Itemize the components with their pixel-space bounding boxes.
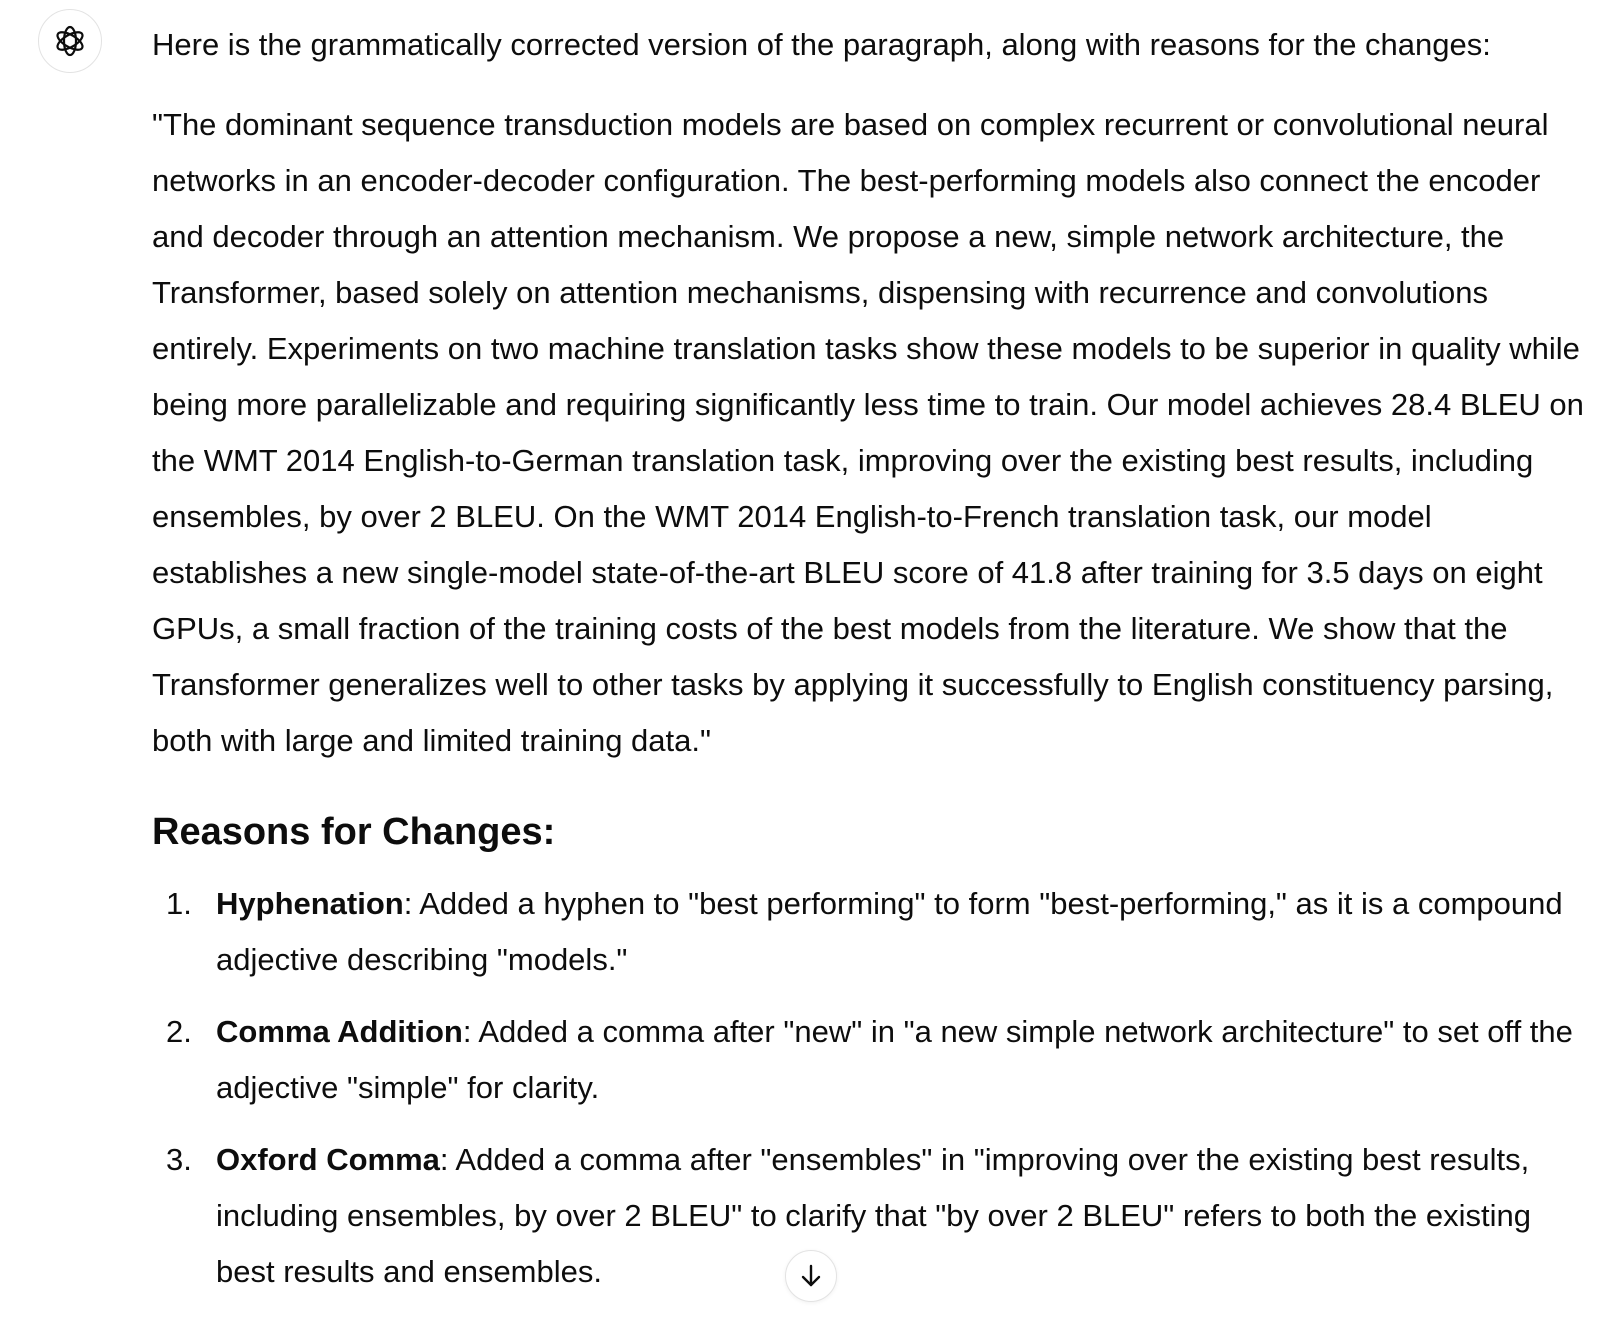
list-item-title: Oxford Comma <box>216 1142 440 1177</box>
scroll-to-bottom-button[interactable] <box>785 1250 837 1302</box>
assistant-avatar <box>38 9 102 73</box>
reasons-list <box>152 876 1592 1300</box>
arrow-down-icon <box>797 1262 825 1290</box>
list-item <box>152 876 1592 988</box>
list-item-text: : Added a hyphen to "best performing" to form "best-performing," as it is a compound adjective describing "models." <box>216 886 1563 977</box>
openai-logo-icon <box>50 21 90 61</box>
list-item-text: : Added a comma after "ensembles" in "improving over the existing best results, including ensembles, by over 2 BLEU" to clarify that "by over 2 BLEU" refers to both the existing best results and ensembles. <box>216 1142 1532 1289</box>
reasons-heading: Reasons for Changes: <box>152 811 556 853</box>
assistant-message <box>152 21 1592 1316</box>
corrected-paragraph: "The dominant sequence transduction models are based on complex recurrent or convolutional neural networks in an encoder-decoder configuration. The best-performing models also connect the encoder and decoder through an attention mechanism. We propose a new, simple network architecture, the Transformer, based solely on attention mechanisms, dispensing with recurrence and convolutions entirely. Experiments on two machine translation tasks show these models to be superior in quality while being more parallelizable and requiring significantly less time to train. Our model achieves 28.4 BLEU on the WMT 2014 English-to-German translation task, improving over the existing best results, including ensembles, by over 2 BLEU. On the WMT 2014 English-to-French translation task, our model establishes a new single-model state-of-the-art BLEU score of 41.8 after training for 3.5 days on eight GPUs, a small fraction of the training costs of the best models from the literature. We show that the Transformer generalizes well to other tasks by applying it successfully to English constituency parsing, both with large and limited training data." <box>152 107 1584 758</box>
list-item-number: 1. <box>166 886 192 921</box>
list-item-text: : Added a comma after "new" in "a new simple network architecture" to set off the adjective "simple" for clarity. <box>216 1014 1573 1105</box>
list-item-title: Hyphenation <box>216 886 404 921</box>
list-item-number: 2. <box>166 1014 192 1049</box>
list-item <box>152 1004 1592 1116</box>
list-item-number: 3. <box>166 1142 192 1177</box>
list-item <box>152 1132 1592 1300</box>
message-intro: Here is the grammatically corrected version of the paragraph, along with reasons for the changes: <box>152 27 1491 62</box>
list-item-title: Comma Addition <box>216 1014 463 1049</box>
